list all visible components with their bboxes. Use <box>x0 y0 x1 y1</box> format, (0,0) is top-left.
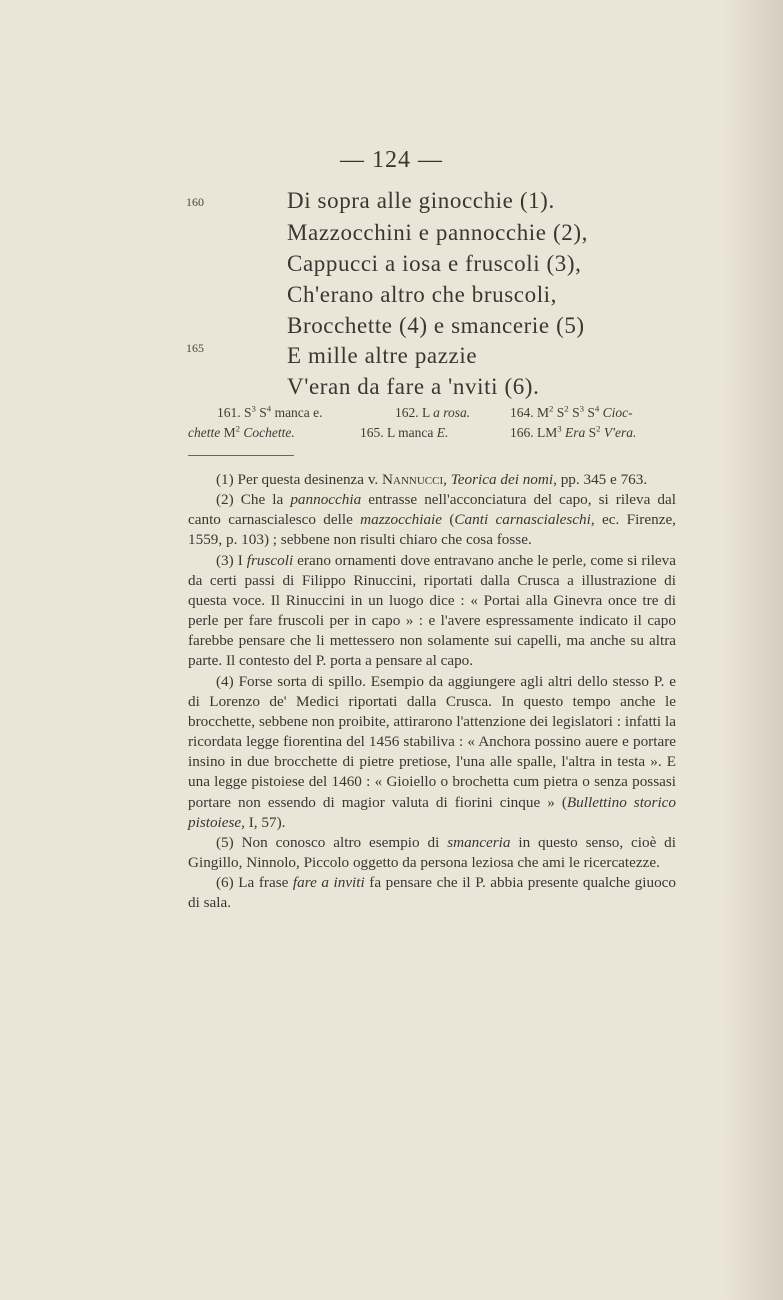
verse-line: V'eran da fare a 'nviti (6). <box>287 374 540 399</box>
footnote-4: (4) Forse sorta di spillo. Esempio da aggiungere agli altri dello stesso P. e di Lorenzo de' Medici riportati dalla Crusca. In questo tempo anche le brocchette, sebbene non proibite, attirarono l'attenzione dei legislatori : infatti la ricordata legge fiorentina del 1456 stabiliva : « Anchora possino auere e portare insino in due brocchette di pietre pretiose, l'una alle spalle, l'altra in testa ». E una legge pistoiese del 1460 : « Gioiello o brochetta cum pietra o senza possasi portare non essendo di magior valuta di fiorini cinque » (Bullettino storico pistoiese, I, 57). <box>188 672 676 831</box>
footnote-6: (6) La frase fare a inviti fa pensare che il P. abbia presente qualche giuoco di sala. <box>188 874 677 912</box>
line-number-160: 160 <box>186 195 204 209</box>
footnote-5: (5) Non conosco altro esempio di smanceria in questo senso, cioè di Gingillo, Ninnolo, Piccolo oggetto da persona leziosa che ami le ricercatezze. <box>188 833 676 871</box>
variant-161: 161. $S^3$ $S^4$ manca e. <box>217 403 323 420</box>
verse-line: E mille altre pazzie <box>287 343 478 368</box>
footnote-3: (3) I fruscoli erano ornamenti dove entravano anche le perle, come si rileva da certi passi di Filippo Rinuccini, riportati dalla Crusca a illustrazione di questa voce. Il Rinuccini in un luogo dice : « Portai alla Ginevra once tre di perle per fare fruscoli per in capo » : e l'avere espressamente indicato il capo farebbe pensare che li mettessero non solamente sui capelli, ma anche su altra parte. Il contesto del P. porta a pensare al capo. <box>188 551 676 670</box>
footnotes <box>188 470 676 913</box>
footnote-rule <box>188 455 294 456</box>
line-number-165: 165 <box>186 341 204 355</box>
variant-165: 165. L manca E. <box>360 425 449 440</box>
page-edge-shadow <box>723 0 783 1300</box>
variant-164-continued: chette $M^2$ Cochette. <box>188 423 295 440</box>
page-number: — 124 — <box>340 147 443 173</box>
verse-line: Brocchette (4) e smancerie (5) <box>287 313 585 338</box>
footnote-2: (2) Che la pannocchia entrasse nell'acconciatura del capo, si rileva dal canto carnascialesco delle mazzocchiaie (Canti carnascialeschi, ec. Firenze, 1559, p. 103) ; sebbene non risulti chiaro che cosa fosse. <box>188 491 676 549</box>
verse-line: Ch'erano altro che bruscoli, <box>287 282 558 307</box>
verse-line: Di sopra alle ginocchie (1). <box>287 188 555 213</box>
verse-line: Mazzocchini e pannocchie (2), <box>287 220 588 245</box>
footnote-1: (1) Per questa desinenza v. Nannucci, Teorica dei nomi, pp. 345 e 763. <box>216 471 648 488</box>
verse-line: Cappucci a iosa e fruscoli (3), <box>287 251 582 276</box>
variant-166: 166. $LM^3$ Era $S^2$ V'era. <box>510 423 637 440</box>
variant-164: 164. $M^2$ $S^2$ $S^3$ $S^4$ Cioc- <box>510 403 633 420</box>
variant-162: 162. L a rosa. <box>395 405 471 420</box>
